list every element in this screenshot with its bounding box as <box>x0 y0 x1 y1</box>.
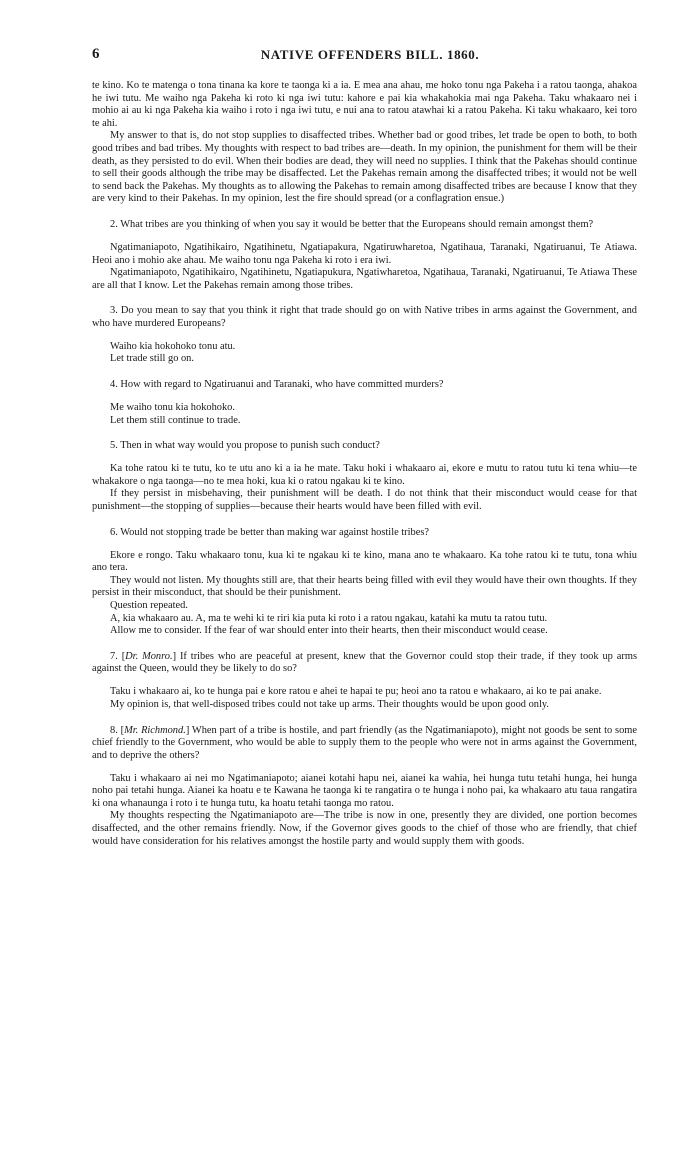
answer-paragraph: Ka tohe ratou ki te tutu, ko te utu ano ki a ia he mate. Taku hoki i whakaaro ai, ekore e mutu to ratou tutu ki tena whiu—te whakakore o nga taonga—no te mea hoki, kua ki o ratou ngakau ki te kino. <box>92 463 637 487</box>
question-number: 7. [ <box>110 650 126 662</box>
page-header <box>92 48 648 68</box>
questioner-name: Mr. Richmond. <box>124 724 186 736</box>
question-paragraph: 5. Then in what way would you propose to punish such conduct? <box>110 440 380 452</box>
question-paragraph: 2. What tribes are you thinking of when you say it would be better that the Europeans should remain amongst them? <box>110 218 594 230</box>
answer-paragraph: Waiho kia hokohoko tonu atu. <box>110 340 236 352</box>
answer-paragraph: Let trade still go on. <box>110 353 194 365</box>
running-title: NATIVE OFFENDERS BILL. 1860. <box>260 47 480 62</box>
question-text: ] When part of a tribe is hostile, and part friendly (as the Ngatimaniapoto), might not goods be sent to some chief friendly to the Government, who would be able to supply them to the people who were not in arms against the Government, and to deprive the others? <box>92 724 637 761</box>
question-paragraph: 6. Would not stopping trade be better than making war against hostile tribes? <box>110 526 429 538</box>
answer-paragraph: Me waiho tonu kia hokohoko. <box>110 402 235 414</box>
answer-paragraph: My thoughts respecting the Ngatimaniapoto are—The tribe is now in one, presently they are divided, one portion becomes disaffected, and the other remains friendly. Now, if the Governor gives goods to the chief of those who are friendly, that chief would have consideration for his relatives amongst the hostile party and would supply them with goods. <box>92 810 637 847</box>
answer-paragraph: Ngatimaniapoto, Ngatihikairo, Ngatihinetu, Ngatiapakura, Ngatiruwharetoa, Ngatihaua, Taranaki, Ngatiruanui, Te Atiawa. Heoi ano i mohio ake ahau. Me waiho tonu nga Pakeha ki roto i era iwi. <box>92 241 637 266</box>
answer-paragraph: A, kia whakaaro au. A, ma te wehi ki te riri kia puta ki roto i a ratou ngakau, katahi ka mutu ta ratou tutu. <box>110 612 548 624</box>
answer-paragraph: Taku i whakaaro ai, ko te hunga pai e kore ratou e ahei te hapai te pu; heoi ano ta ratou e whakaaro, ai ko te pai anake. <box>110 686 602 698</box>
answer-paragraph: Ekore e rongo. Taku whakaaro tonu, kua ki te ngakau ki te kino, mana ano te whakaaro. Ka tohe ratou ki te tutu, tona whiu ano tera. <box>92 549 637 574</box>
question-text: ] If tribes who are peaceful at present, knew that the Governor could stop their trade, if they took up arms against the Queen, would they be likely to do so? <box>92 650 637 675</box>
page-number: 6 <box>92 46 100 62</box>
answer-paragraph: Allow me to consider. If the fear of war should enter into their hearts, then their misconduct would cease. <box>110 625 548 637</box>
answer-paragraph: Question repeated. <box>110 599 188 611</box>
question-paragraph <box>92 725 637 763</box>
answer-paragraph: Ngatimaniapoto, Ngatihikairo, Ngatihinetu, Ngatiapukura, Ngatiwharetoa, Ngatihaua, Taranaki, Ngatiruanui, Te Atiawa These are all that I know. Let the Pakehas remain among those tribes. <box>92 267 637 291</box>
answer-paragraph: My opinion is, that well-disposed tribes could not take up arms. Their thoughts would be upon good only. <box>110 698 549 710</box>
answer-paragraph: Let them still continue to trade. <box>110 414 241 426</box>
question-paragraph: 4. How with regard to Ngatiruanui and Taranaki, who have committed murders? <box>110 379 444 391</box>
answer-paragraph: My answer to that is, do not stop supplies to disaffected tribes. Whether bad or good tribes, let trade be open to both, to both good tribes and bad tribes. My thoughts with respect to bad tribes are—death. In my opinion, the punishment for them will be their death, as they persisted to do evil. When their bodies are dead, they will need no supplies. I think that the Pakehas should continue to sell their goods although the tribe may be disaffected. Let the Pakehas remain among the disaffected tribes; it would not be well to send back the Pakehas. My thoughts as to allowing the Pakehas to remain among disaffected tribes are because I know that they are very kind to their Pakehas. In my opinion, lest the fire should spread (or a conflagration ensue.) <box>92 130 637 205</box>
document-body <box>92 80 637 848</box>
question-paragraph: 3. Do you mean to say that you think it right that trade should go on with Native tribes in arms against the Government, and who have murdered Europeans? <box>92 305 637 329</box>
questioner-name: Dr. Monro. <box>125 650 173 662</box>
answer-paragraph: They would not listen. My thoughts still are, that their hearts being filled with evil they would have their own thoughts. If they persist in their misconduct, that should be their punishment. <box>92 574 637 599</box>
answer-paragraph: If they persist in misbehaving, their punishment will be death. I do not think that their misconduct would cease for that punishment—the stopping of supplies—because their hearts would have been filled with evil. <box>92 488 637 512</box>
answer-paragraph: te kino. Ko te matenga o tona tinana ka kore te taonga ki a ia. E mea ana ahau, me hoko tonu nga Pakeha i a ratou taonga, ahakoa he iwi tutu. Me waiho nga Pakeha ki roto ki nga iwi tutu: kahore e pai kia whakahokia mai nga Pakeha. Taku whakaaro nei i mohio ai au ki nga Pakeha kia waiho i roto i nga iwi tutu, e nui ana to ratou atawhai ki a ratou Pakeha. Ki taku whakaaro, kei toro te ahi. <box>92 80 637 129</box>
answer-paragraph: Taku i whakaaro ai nei mo Ngatimaniapoto; aianei kotahi hapu nei, aianei ka wahia, hei hunga tutu tetahi hunga, hei hunga noho pai tetahi hunga. Aianei ka hoatu e te Kawana he taonga ki te rangatira o te hunga i noho pai, ka whakaaro atu taua rangatira ki ona whanaunga i roto i te hunga tutu, ka hoatu tetahi taonga mo ratou. <box>92 772 637 809</box>
question-number: 8. [ <box>110 724 125 736</box>
question-paragraph <box>92 651 637 676</box>
